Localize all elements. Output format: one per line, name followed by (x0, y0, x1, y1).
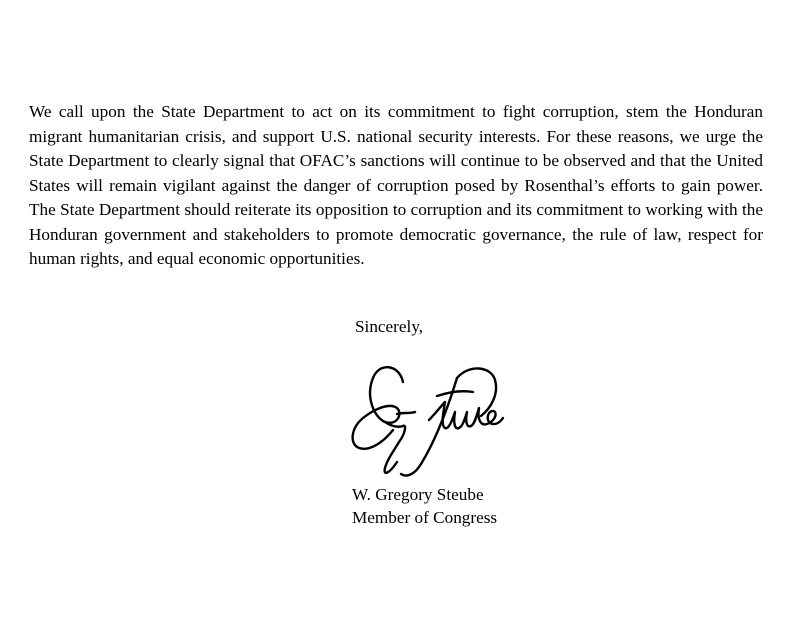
signer-name: W. Gregory Steube (352, 485, 484, 504)
letter-closing: Sincerely, (355, 317, 424, 336)
signature-icon (345, 356, 505, 481)
letter-body-paragraph: We call upon the State Department to act on its commitment to fight corruption, stem the Honduran migrant humanitarian crisis, and support U.S. national security interests. For these reasons, we urge the State Department to clearly signal that OFAC’s sanctions will continue to be observed and that the United States will remain vigilant against the danger of corruption posed by Rosenthal’s efforts to gain power. The State Department should reiterate its opposition to corruption and its commitment to working with the Honduran government and stakeholders to promote democratic governance, the rule of law, respect for human rights, and equal economic opportunities. (29, 102, 763, 268)
signer-title: Member of Congress (352, 508, 498, 527)
